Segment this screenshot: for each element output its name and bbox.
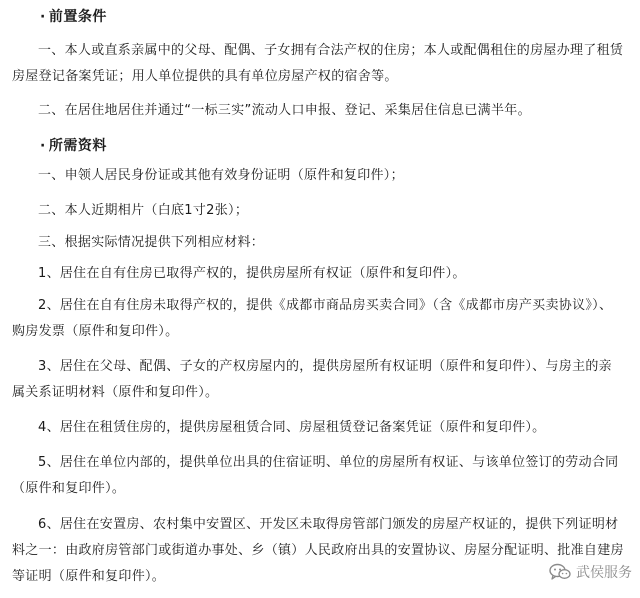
- paragraph: 6、居住在安置房、农村集中安置区、开发区未取得房管部门颁发的房屋产权证的，提供下列证明材料之一：由政府房管部门或街道办事处、乡（镇）人民政府出具的安置协议、房屋分配证明、批准自建房等证明（原件和复印件）。: [12, 517, 624, 584]
- heading-text: 前置条件: [48, 9, 107, 25]
- paragraph: 三、根据实际情况提供下列相应材料：: [38, 235, 265, 250]
- heading-text: 所需资料: [48, 138, 107, 154]
- paragraph: 二、在居住地居住并通过“一标三实”流动人口申报、登记、采集居住信息已满半年。: [38, 103, 531, 118]
- wechat-icon: [549, 563, 571, 581]
- paragraph: 2、居住在自有住房未取得产权的，提供《成都市商品房买卖合同》（含《成都市房产买卖协议》）、购房发票（原件和复印件）。: [12, 298, 613, 339]
- bullet: ·: [40, 138, 46, 154]
- section-heading-prerequisites: [40, 6, 107, 26]
- watermark: [549, 562, 632, 582]
- paragraph: 二、本人近期相片（白底1寸2张）；: [38, 203, 249, 218]
- paragraph: 1、居住在自有住房已取得产权的，提供房屋所有权证（原件和复印件）。: [38, 266, 466, 281]
- watermark-text: 武侯服务: [576, 565, 632, 581]
- paragraph: 5、居住在单位内部的，提供单位出具的住宿证明、单位的房屋所有权证、与该单位签订的劳动合同（原件和复印件）。: [12, 455, 619, 496]
- paragraph: 3、居住在父母、配偶、子女的产权房屋内的，提供房屋所有权证明（原件和复印件）、与房主的亲属关系证明材料（原件和复印件）。: [12, 359, 612, 400]
- bullet: ·: [40, 9, 46, 25]
- paragraph: 一、申领人居民身份证或其他有效身份证明（原件和复印件）；: [38, 168, 404, 183]
- section-heading-required-materials: [40, 135, 107, 155]
- paragraph: 4、居住在租赁住房的，提供房屋租赁合同、房屋租赁登记备案凭证（原件和复印件）。: [38, 420, 546, 435]
- paragraph: 一、本人或直系亲属中的父母、配偶、子女拥有合法产权的住房；本人或配偶租住的房屋办理了租赁房屋登记备案凭证；用人单位提供的具有单位房屋产权的宿舍等。: [12, 43, 624, 84]
